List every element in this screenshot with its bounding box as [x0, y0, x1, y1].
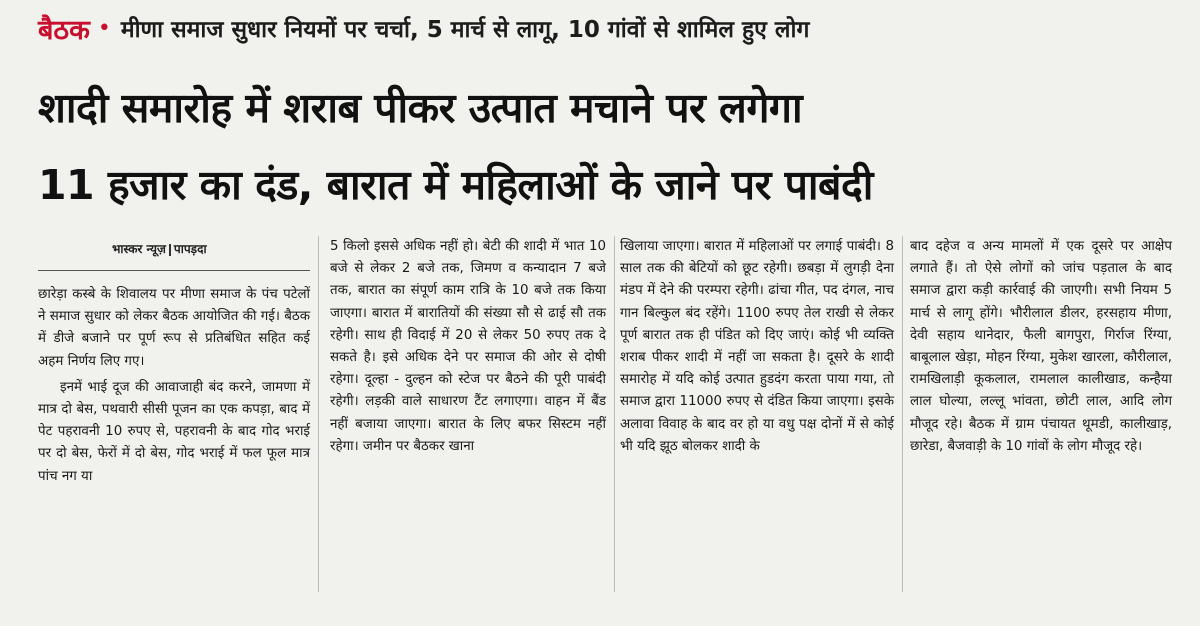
kicker: [38, 6, 809, 50]
byline-source: भास्कर न्यूज़: [112, 242, 166, 256]
article-column-3: [620, 236, 894, 458]
headline: [38, 70, 1168, 224]
byline-place: पापड़दा: [173, 242, 207, 256]
kicker-bullet: •: [97, 15, 111, 41]
kicker-label: बैठक: [38, 14, 90, 46]
article-column-4: [910, 236, 1172, 458]
column-divider: [902, 236, 903, 592]
column-divider: [614, 236, 615, 592]
column-2-paragraph-1: 5 किलो इससे अधिक नहीं हो। बेटी की शादी में भात 10 बजे से लेकर 2 बजे तक, जिमण व कन्यादान 7 बजे तक, बारात का संपूर्ण काम रात्रि के 10 बजे तक किया जाएगा। बारात में बारातियों की संख्या सौ से ढाई सौ तक रहेगी। साथ ही विदाई में 20 से लेकर 50 रुपए तक दे सकते है। इसे अधिक देने पर समाज की ओर से दोषी रहेगा। दूल्हा - दुल्हन को स्टेज पर बैठने की पूरी पाबंदी रहेगी। लड़की वाले साधारण टैंट लगाएगा। वाहन में बैंड नहीं बजाया जाएगा। बारात के लिए बफर सिस्टम नहीं रहेगा। जमीन पर बैठकर खाना: [330, 239, 606, 454]
column-1-paragraph-2: इनमें भाई दूज की आवाजाही बंद करने, जामणा में मात्र दो बेस, पथवारी सीसी पूजन का एक कपड़ा, बाद में पेट पहरावनी 10 रुपए से, पहरावनी के बाद गोद भराई पर दो बेस, फेरों में दो बेस, गोद भराई में फल फूल मात्र पांच नग या: [38, 379, 310, 484]
column-4-paragraph-1: बाद दहेज व अन्य मामलों में एक दूसरे पर आक्षेप लगाते हैं। तो ऐसे लोगों को जांच पड़ताल के बाद समाज द्वारा कड़ी कार्रवाई की जाएगी। सभी नियम 5 मार्च से लागू होंगे। भौरीलाल डीलर, हरसहाय मीणा, देवी सहाय थानेदार, फैली बागपुरा, गिर्राज रिंग्या, बाबूलाल खेड़ा, मोहन रिंग्या, मुकेश खारला, कौरीलाल, रामखिलाड़ी कूकलाल, रामलाल कालीखाड, कन्हैया लाल घोल्या, लल्लू भांवता, छोटी लाल, आदि लोग मौजूद रहे। बैठक में ग्राम पंचायत थूमडी, कालीखाड़, छारेडा, बैजवाड़ी के 10 गांवों के लोग मौजूद रहे।: [910, 239, 1172, 454]
column-divider: [318, 236, 319, 592]
kicker-subheading: मीणा समाज सुधार नियमों पर चर्चा, 5 मार्च से लागू, 10 गांवों से शामिल हुए लोग: [120, 17, 810, 43]
headline-line-1: शादी समारोह में शराब पीकर उत्पात मचाने पर लगेगा: [38, 84, 803, 132]
byline: [112, 240, 207, 257]
byline-separator: [169, 244, 171, 256]
column-3-paragraph-1: खिलाया जाएगा। बारात में महिलाओं पर लगाई पाबंदी। 8 साल तक की बेटियों को छूट रहेगी। छबड़ा में लुगड़ी देना मंडप में देने की परम्परा रहेगी। ढांचा गीत, पद दंगल, नाच गान बिल्कुल बंद रहेंगे। 1100 रुपए तेल राखी से लेकर पूर्ण बारात तक ही पंडित को दिए जाएं। कोई भी व्यक्ति शराब पीकर शादी में नहीं जा सकता है। दूसरे के शादी समारोह में यदि कोई उत्पात हुडदंग करता पाया गया, तो समाज द्वारा 11000 रुपए से दंडित किया जाएगा। इसके अलावा विवाह के बाद वर हो या वधु पक्ष दोनों में से कोई भी यदि झूठ बोलकर शादी के: [620, 239, 894, 454]
article-column-1: [38, 284, 310, 488]
column-1-paragraph-1: छारेड़ा कस्बे के शिवालय पर मीणा समाज के पंच पटेलों ने समाज सुधार को लेकर बैठक आयोजित की गई। बैठक में डीजे बजाने पर पूर्ण रूप से प्रतिबंधित सहित कई अहम निर्णय लिए गए।: [38, 287, 310, 369]
byline-rule: [38, 270, 310, 271]
article-column-2: [330, 236, 606, 458]
headline-line-2: 11 हजार का दंड, बारात में महिलाओं के जाने पर पाबंदी: [38, 161, 873, 209]
